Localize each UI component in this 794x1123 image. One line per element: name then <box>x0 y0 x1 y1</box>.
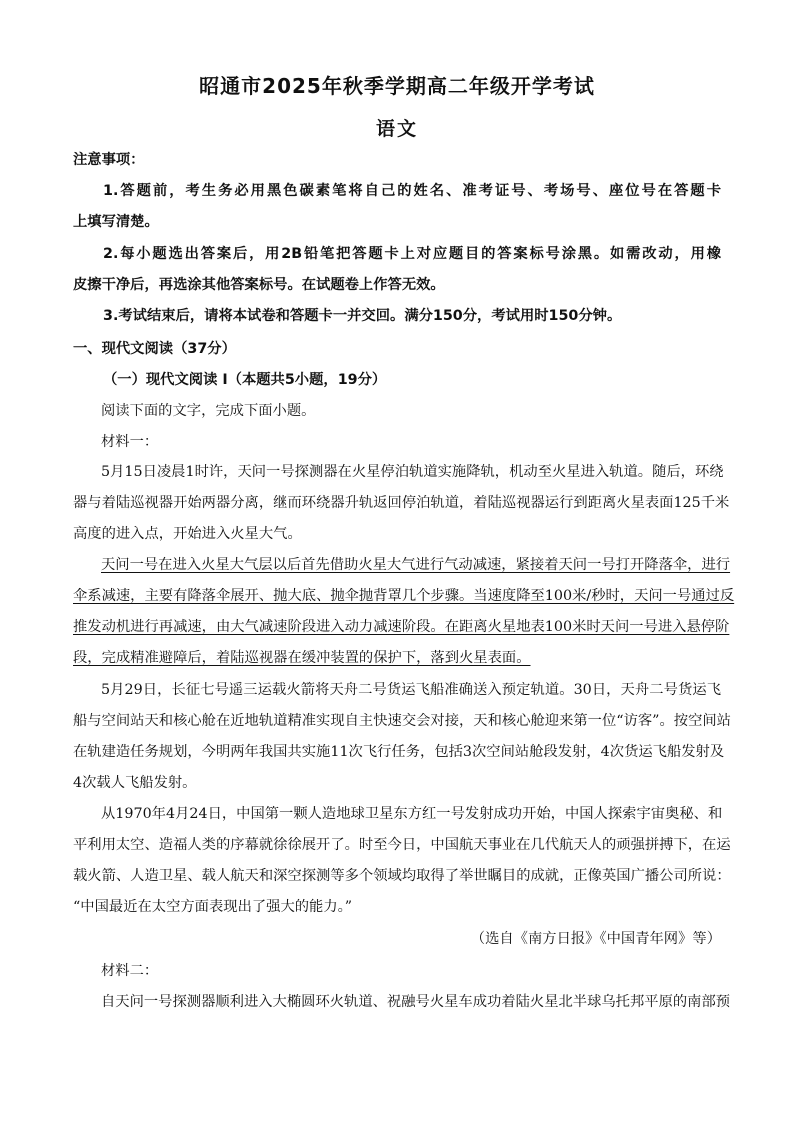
notice-item-2-line-1: 2.每小题选出答案后，用2B铅笔把答题卡上对应题目的答案标号涂黑。如需改动，用橡 <box>103 246 721 262</box>
paragraph-4-line-2: 平利用太空、造福人类的序幕就徐徐展开了。时至今日，中国航天事业在几代航天人的顽强拼搏下，在运 <box>73 837 731 853</box>
section-heading: 一、现代文阅读（37分） <box>73 341 236 357</box>
notice-item-1-line-2: 上填写清楚。 <box>73 214 159 230</box>
notice-item-2-line-2: 皮擦干净后，再选涂其他答案标号。在试题卷上作答无效。 <box>73 277 445 293</box>
paragraph-3-line-3: 在轨建造任务规划，今明两年我国共实施11次飞行任务，包括3次空间站舱段发射，4次货运飞船发射及 <box>73 744 725 760</box>
paragraph-5-line-1: 自天问一号探测器顺利进入大椭圆环火轨道、祝融号火星车成功着陆火星北半球乌托邦平原的南部预 <box>101 994 731 1010</box>
paragraph-4-line-1: 从1970年4月24日，中国第一颗人造地球卫星东方红一号发射成功开始，中国人探索宇宙奥秘、和 <box>101 806 723 822</box>
source-citation: （选自《南方日报》《中国青年网》等） <box>470 931 721 947</box>
subsection-heading: （一）现代文阅读 I（本题共5小题，19分） <box>103 372 387 388</box>
paragraph-3-line-4: 4次载人飞船发射。 <box>73 775 197 791</box>
exam-title: 昭通市2025年秋季学期高二年级开学考试 <box>199 74 595 98</box>
paragraph-3-line-2: 船与空间站天和核心舱在近地轨道精准实现自主快速交会对接，天和核心舱迎来第一位“访客”。按空间站 <box>73 713 731 729</box>
material-2-label: 材料二： <box>101 963 159 979</box>
notice-heading: 注意事项： <box>73 152 145 168</box>
paragraph-2-line-1: 天问一号在进入火星大气层以后首先借助火星大气进行气动减速，紧接着天问一号打开降落伞，进行 <box>101 557 731 573</box>
paragraph-2-line-3: 推发动机进行再减速，由大气减速阶段进入动力减速阶段。在距离火星地表100米时天问一号进入悬停阶 <box>73 619 730 635</box>
notice-item-1-line-1: 1.答题前，考生务必用黑色碳素笔将自己的姓名、准考证号、考场号、座位号在答题卡 <box>103 183 721 199</box>
paragraph-1-line-1: 5月15日凌晨1时许，天问一号探测器在火星停泊轨道实施降轨，机动至火星进入轨道。随后，环绕 <box>101 464 724 480</box>
paragraph-2-line-2: 伞系减速，主要有降落伞展开、抛大底、抛伞抛背罩几个步骤。当速度降至100米/秒时，天问一号通过反 <box>73 588 735 604</box>
paragraph-1-line-2: 器与着陆巡视器开始两器分离，继而环绕器升轨返回停泊轨道，着陆巡视器运行到距离火星表面125千米 <box>73 495 730 511</box>
paragraph-2-line-4: 段，完成精准避障后，着陆巡视器在缓冲装置的保护下，落到火星表面。 <box>73 650 531 666</box>
exam-subject: 语文 <box>375 118 418 140</box>
reading-instruction: 阅读下面的文字，完成下面小题。 <box>101 403 316 419</box>
paragraph-3-line-1: 5月29日，长征七号遥三运载火箭将天舟二号货运飞船准确送入预定轨道。30日，天舟二号货运飞 <box>101 682 721 698</box>
notice-item-3: 3.考试结束后，请将本试卷和答题卡一并交回。满分150分，考试用时150分钟。 <box>103 308 622 324</box>
material-1-label: 材料一： <box>101 434 159 450</box>
paragraph-4-line-4: “中国最近在太空方面表现出了强大的能力。” <box>73 899 353 915</box>
paragraph-1-line-3: 高度的进入点，开始进入火星大气。 <box>73 526 302 542</box>
paragraph-4-line-3: 载火箭、人造卫星、载人航天和深空探测等多个领域均取得了举世瞩目的成就，正像英国广播公司所说： <box>73 868 731 884</box>
